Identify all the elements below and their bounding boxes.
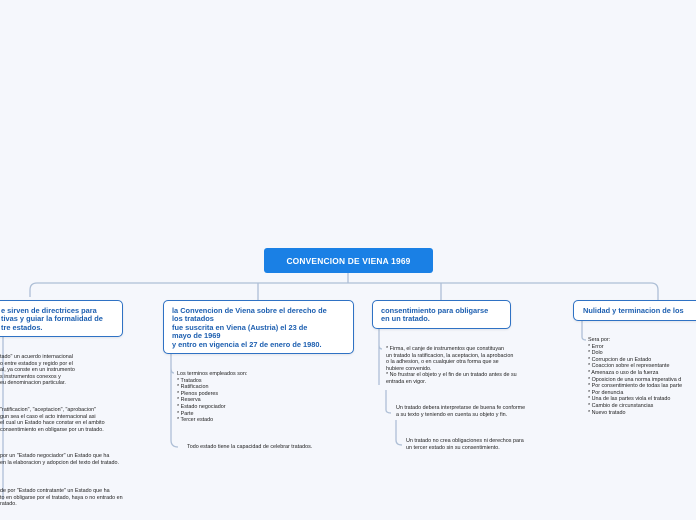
topic-convencion-viena-derecho-tratados[interactable]: la Convencion de Viena sobre el derecho de los tratados fue suscrita en Viena (Austria) el 23 de mayo de 1969 y entro en vigencia el 27 de enero de 1980. bbox=[163, 300, 354, 354]
note-interpretacion-buena-fe: Un tratado debera interpretarse de buena fe conforme a su texto y teniendo en cuenta su objeto y fin. bbox=[396, 405, 526, 418]
note-tratado-definicion: tado" un acuerdo internacional o entre estados y regido por el al, ya conste en un instrumento s instrumentos conexos y eu denominacion particular. bbox=[0, 354, 75, 387]
note-formas-consentimiento: * Firma, el canje de instrumentos que constituyan un tratado la ratificacion, la aceptacion, la aprobacion o la adhesion, o en cualquier otra forma que se hubiere convenido. * No frustrar el objeto y el fin de un tratado antes de su entrada en vigor. bbox=[386, 346, 517, 385]
central-topic[interactable]: CONVENCION DE VIENA 1969 bbox=[264, 248, 433, 273]
note-capacidad-tratados: Todo estado tiene la capacidad de celebrar tratados. bbox=[187, 444, 313, 450]
connector-t4-notes bbox=[582, 320, 586, 340]
note-estado-negociador: por un "Estado negociador" un Estado que ha en la elaboracion y adopcion del texto del tratado. bbox=[0, 453, 119, 466]
note-estado-contratante: de por "Estado contratante" un Estado que ha to en obligarse por el tratado, haya o no entrado en ratado. bbox=[0, 488, 123, 508]
note-ratificacion-definicion: "ratificacion", "aceptacion", "aprobacion" gun sea el caso el acto internacional asi el cual un Estado hace constar en el ambito consentimiento en obligarse por un tratado. bbox=[0, 407, 105, 433]
topic-nulidad-terminacion[interactable]: Nulidad y terminacion de los bbox=[573, 300, 696, 321]
topic-consentimiento-obligarse[interactable]: consentimiento para obligarse en un tratado. bbox=[372, 300, 511, 329]
note-terminos-empleados: Los terminos empleados son: * Tratados * Ratificacion * Plenos poderes * Reserva * Estado negociador * Parte * Tercer estado bbox=[177, 371, 248, 424]
topic-directrices[interactable]: e sirven de directrices para tivas y guiar la formalidad de tre estados. bbox=[0, 300, 123, 337]
connector-root-bus bbox=[30, 273, 658, 301]
note-causas-nulidad: Sera por: * Error * Dolo * Corrupcion de un Estado * Coaccion sobre el representante * Amenaza o uso de la fuerza * Oposicion de una norma imperativa d * Por consentimiento de todas las parte * Por denuncia * Una de las partes viola el tratado * Cambio de circunstancias * Nuevo tratado bbox=[588, 337, 683, 416]
note-tercer-estado: Un tratado no crea obligaciones ni derechos para un tercer estado sin su consentimiento. bbox=[406, 438, 524, 451]
